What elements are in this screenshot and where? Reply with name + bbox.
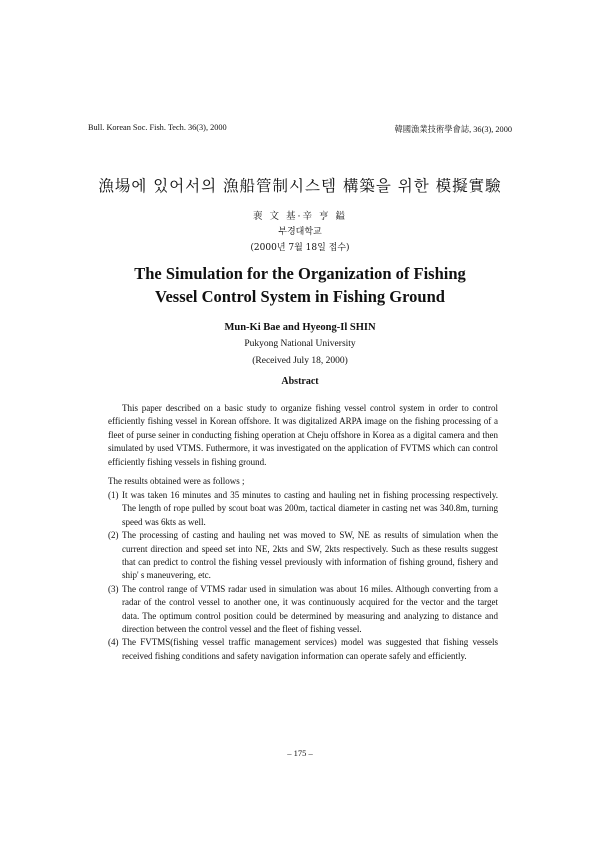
journal-header-right: 韓國漁業技術學會誌, 36(3), 2000 bbox=[394, 125, 512, 134]
korean-affiliation: 부경대학교 bbox=[278, 227, 322, 237]
result-text: The processing of casting and hauling net was moved to SW, NE as results of simulation when the current direction and speed set into NE, 2kts and SW, 2kts respectively. Such as these results suggest that can predict to control the fishing vessel previously with information of fishing ground, fishery and ship' s maneuvering, etc. bbox=[122, 530, 498, 581]
page-number: – 175 – bbox=[287, 748, 313, 758]
result-item bbox=[108, 529, 498, 583]
abstract-body: This paper described on a basic study to organize fishing vessel control system in order to control efficiently fishing vessel in Korean offshore. It was digitalized ARPA image on the fishing processing of a fleet of purse seiner in conducting fishing operation at Cheju offshore in Korea as a digital camera and then simulated by used VTMS. Futhermore, it was investigated on the application of FVTMS which can control efficiently fishing vessels in fishing ground. bbox=[108, 403, 498, 467]
result-item bbox=[108, 489, 498, 529]
english-title-line-2: Vessel Control System in Fishing Ground bbox=[155, 287, 445, 306]
journal-header-left: Bull. Korean Soc. Fish. Tech. 36(3), 2000 bbox=[88, 123, 227, 132]
result-text: It was taken 16 minutes and 35 minutes to casting and hauling net in fishing processing respectively. The length of rope pulled by scout boat was 200m, tactical diameter in casting net was 340.8m, turning speed was 6kts as well. bbox=[122, 490, 498, 527]
english-affiliation: Pukyong National University bbox=[244, 339, 356, 349]
korean-authors: 裵 文 基·辛 亨 鎰 bbox=[252, 211, 348, 222]
abstract-heading: Abstract bbox=[281, 376, 319, 387]
english-title-line-1: The Simulation for the Organization of Fishing bbox=[134, 264, 466, 283]
english-received-date: (Received July 18, 2000) bbox=[252, 356, 348, 366]
korean-title: 漁場에 있어서의 漁船管制시스템 構築을 위한 模擬實驗 bbox=[98, 177, 502, 195]
result-number: (4) bbox=[108, 637, 119, 648]
result-number: (1) bbox=[108, 490, 119, 500]
results-list bbox=[108, 489, 498, 663]
english-authors: Mun-Ki Bae and Hyeong-Il SHIN bbox=[224, 322, 376, 333]
result-text: The FVTMS(fishing vessel traffic management services) model was suggested that fishing vessels received fishing conditions and safety navigation information can operate safely and efficiently. bbox=[122, 637, 498, 661]
result-item bbox=[108, 636, 498, 663]
results-intro: The results obtained were as follows ; bbox=[108, 476, 245, 486]
result-text: The control range of VTMS radar used in simulation was about 16 miles. Although converting from a radar of the control vessel to another one, it was continuously acquired for the vector and the target data. The optimum control position could be determined by measuring and analyzing to distance and direction between the control vessel and the fleet of fishing vessel. bbox=[122, 583, 498, 635]
english-title bbox=[0, 262, 600, 308]
result-item bbox=[108, 583, 498, 637]
result-number: (2) bbox=[108, 530, 119, 541]
result-number: (3) bbox=[108, 583, 119, 594]
korean-received-date: (2000년 7월 18일 접수) bbox=[250, 243, 350, 253]
